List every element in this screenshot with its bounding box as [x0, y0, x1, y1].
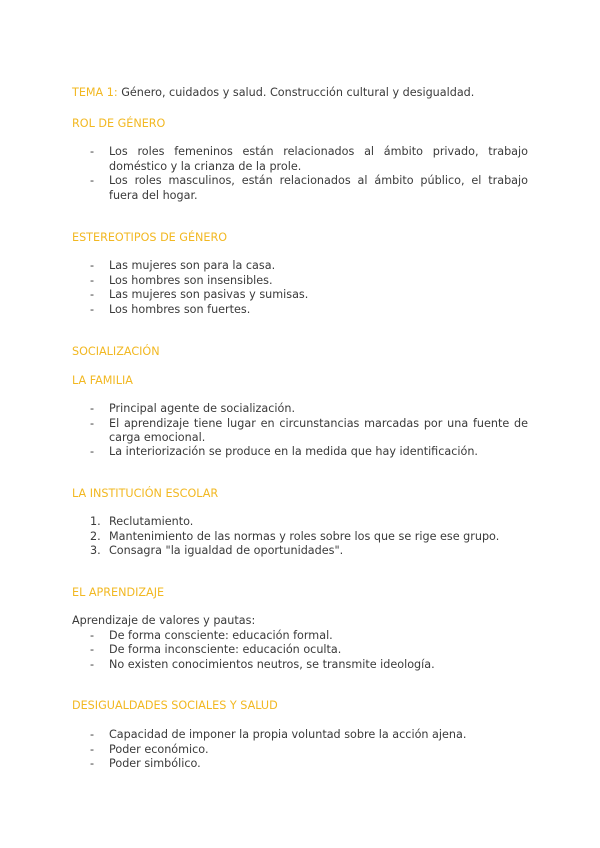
heading-estereotipos: ESTEREOTIPOS DE GÉNERO [72, 231, 228, 244]
heading-familia: LA FAMILIA [72, 374, 133, 387]
list-item [90, 303, 528, 318]
title-prefix: TEMA 1: [72, 86, 122, 99]
list-item [90, 658, 528, 673]
list-item [90, 402, 528, 417]
list-item [90, 417, 528, 446]
list-item-text: Consagra "la igualdad de oportunidades". [109, 544, 344, 557]
title-text: Género, cuidados y salud. Construcción cultural y desigualdad. [121, 86, 475, 99]
bullet-marker: - [90, 757, 95, 770]
bullet-marker: - [90, 728, 95, 741]
bullet-marker: - [90, 302, 95, 316]
list-item-text: La interiorización se produce en la medida que hay identificación. [109, 444, 478, 458]
list-item-text: Los roles femeninos están relacionados al ámbito privado, trabajo doméstico y la crianza de la prole. [109, 145, 528, 173]
heading-rol-genero: ROL DE GÉNERO [72, 117, 166, 130]
bullet-marker: - [90, 416, 95, 430]
bullet-marker: - [90, 628, 95, 642]
list-item [90, 259, 528, 274]
bullet-marker: - [90, 742, 95, 756]
list-item-text: De forma consciente: educación formal. [109, 628, 333, 642]
list-item [90, 643, 528, 658]
list-item [90, 629, 528, 644]
list-item [90, 728, 528, 743]
list-item-text: Reclutamiento. [109, 515, 194, 528]
list-item-text: Las mujeres son pasivas y sumisas. [109, 288, 309, 301]
list-item-text: No existen conocimientos neutros, se transmite ideología. [109, 657, 435, 671]
list-item [90, 445, 528, 460]
list-item [90, 145, 528, 174]
list-item-text: De forma inconsciente: educación oculta. [109, 643, 342, 656]
list-item [90, 274, 528, 289]
bullet-marker: - [90, 259, 95, 272]
list-item [90, 743, 528, 758]
list-item [90, 757, 528, 772]
list-item-text: Mantenimiento de las normas y roles sobre los que se rige ese grupo. [109, 529, 500, 543]
list-number: 1. [90, 515, 101, 528]
heading-socializacion: SOCIALIZACIÓN [72, 345, 160, 358]
bullet-marker: - [90, 643, 95, 656]
list-item-text: Principal agente de socialización. [109, 402, 296, 415]
list-item-text: Las mujeres son para la casa. [109, 259, 276, 272]
bullet-marker: - [90, 657, 95, 671]
bullet-marker: - [90, 444, 95, 458]
list-item-text: Los hombres son insensibles. [109, 273, 273, 287]
list-item [90, 544, 528, 559]
list-item [90, 530, 528, 545]
bullet-marker: - [90, 174, 95, 187]
list-item [90, 515, 528, 530]
bullet-marker: - [90, 145, 95, 158]
bullet-marker: - [90, 273, 95, 287]
list-item-text: Los roles masculinos, están relacionados al ámbito público, el trabajo fuera del hogar. [109, 174, 528, 202]
list-item-text: Capacidad de imponer la propia voluntad sobre la acción ajena. [109, 728, 467, 741]
list-item [90, 174, 528, 203]
aprendizaje-intro: Aprendizaje de valores y pautas: [72, 614, 256, 627]
heading-desigualdades: DESIGUALDADES SOCIALES Y SALUD [72, 699, 278, 712]
list-number: 2. [90, 529, 101, 543]
document-title [72, 86, 474, 100]
list-item [90, 288, 528, 303]
heading-institucion-escolar: LA INSTITUCIÓN ESCOLAR [72, 487, 219, 500]
list-item-text: Poder simbólico. [109, 757, 201, 770]
heading-aprendizaje: EL APRENDIZAJE [72, 586, 165, 599]
bullet-marker: - [90, 402, 95, 415]
bullet-marker: - [90, 288, 95, 301]
list-item-text: Poder económico. [109, 742, 209, 756]
list-number: 3. [90, 544, 101, 557]
list-item-text: Los hombres son fuertes. [109, 302, 251, 316]
list-item-text: El aprendizaje tiene lugar en circunstancias marcadas por una fuente de carga emocional. [109, 416, 528, 444]
